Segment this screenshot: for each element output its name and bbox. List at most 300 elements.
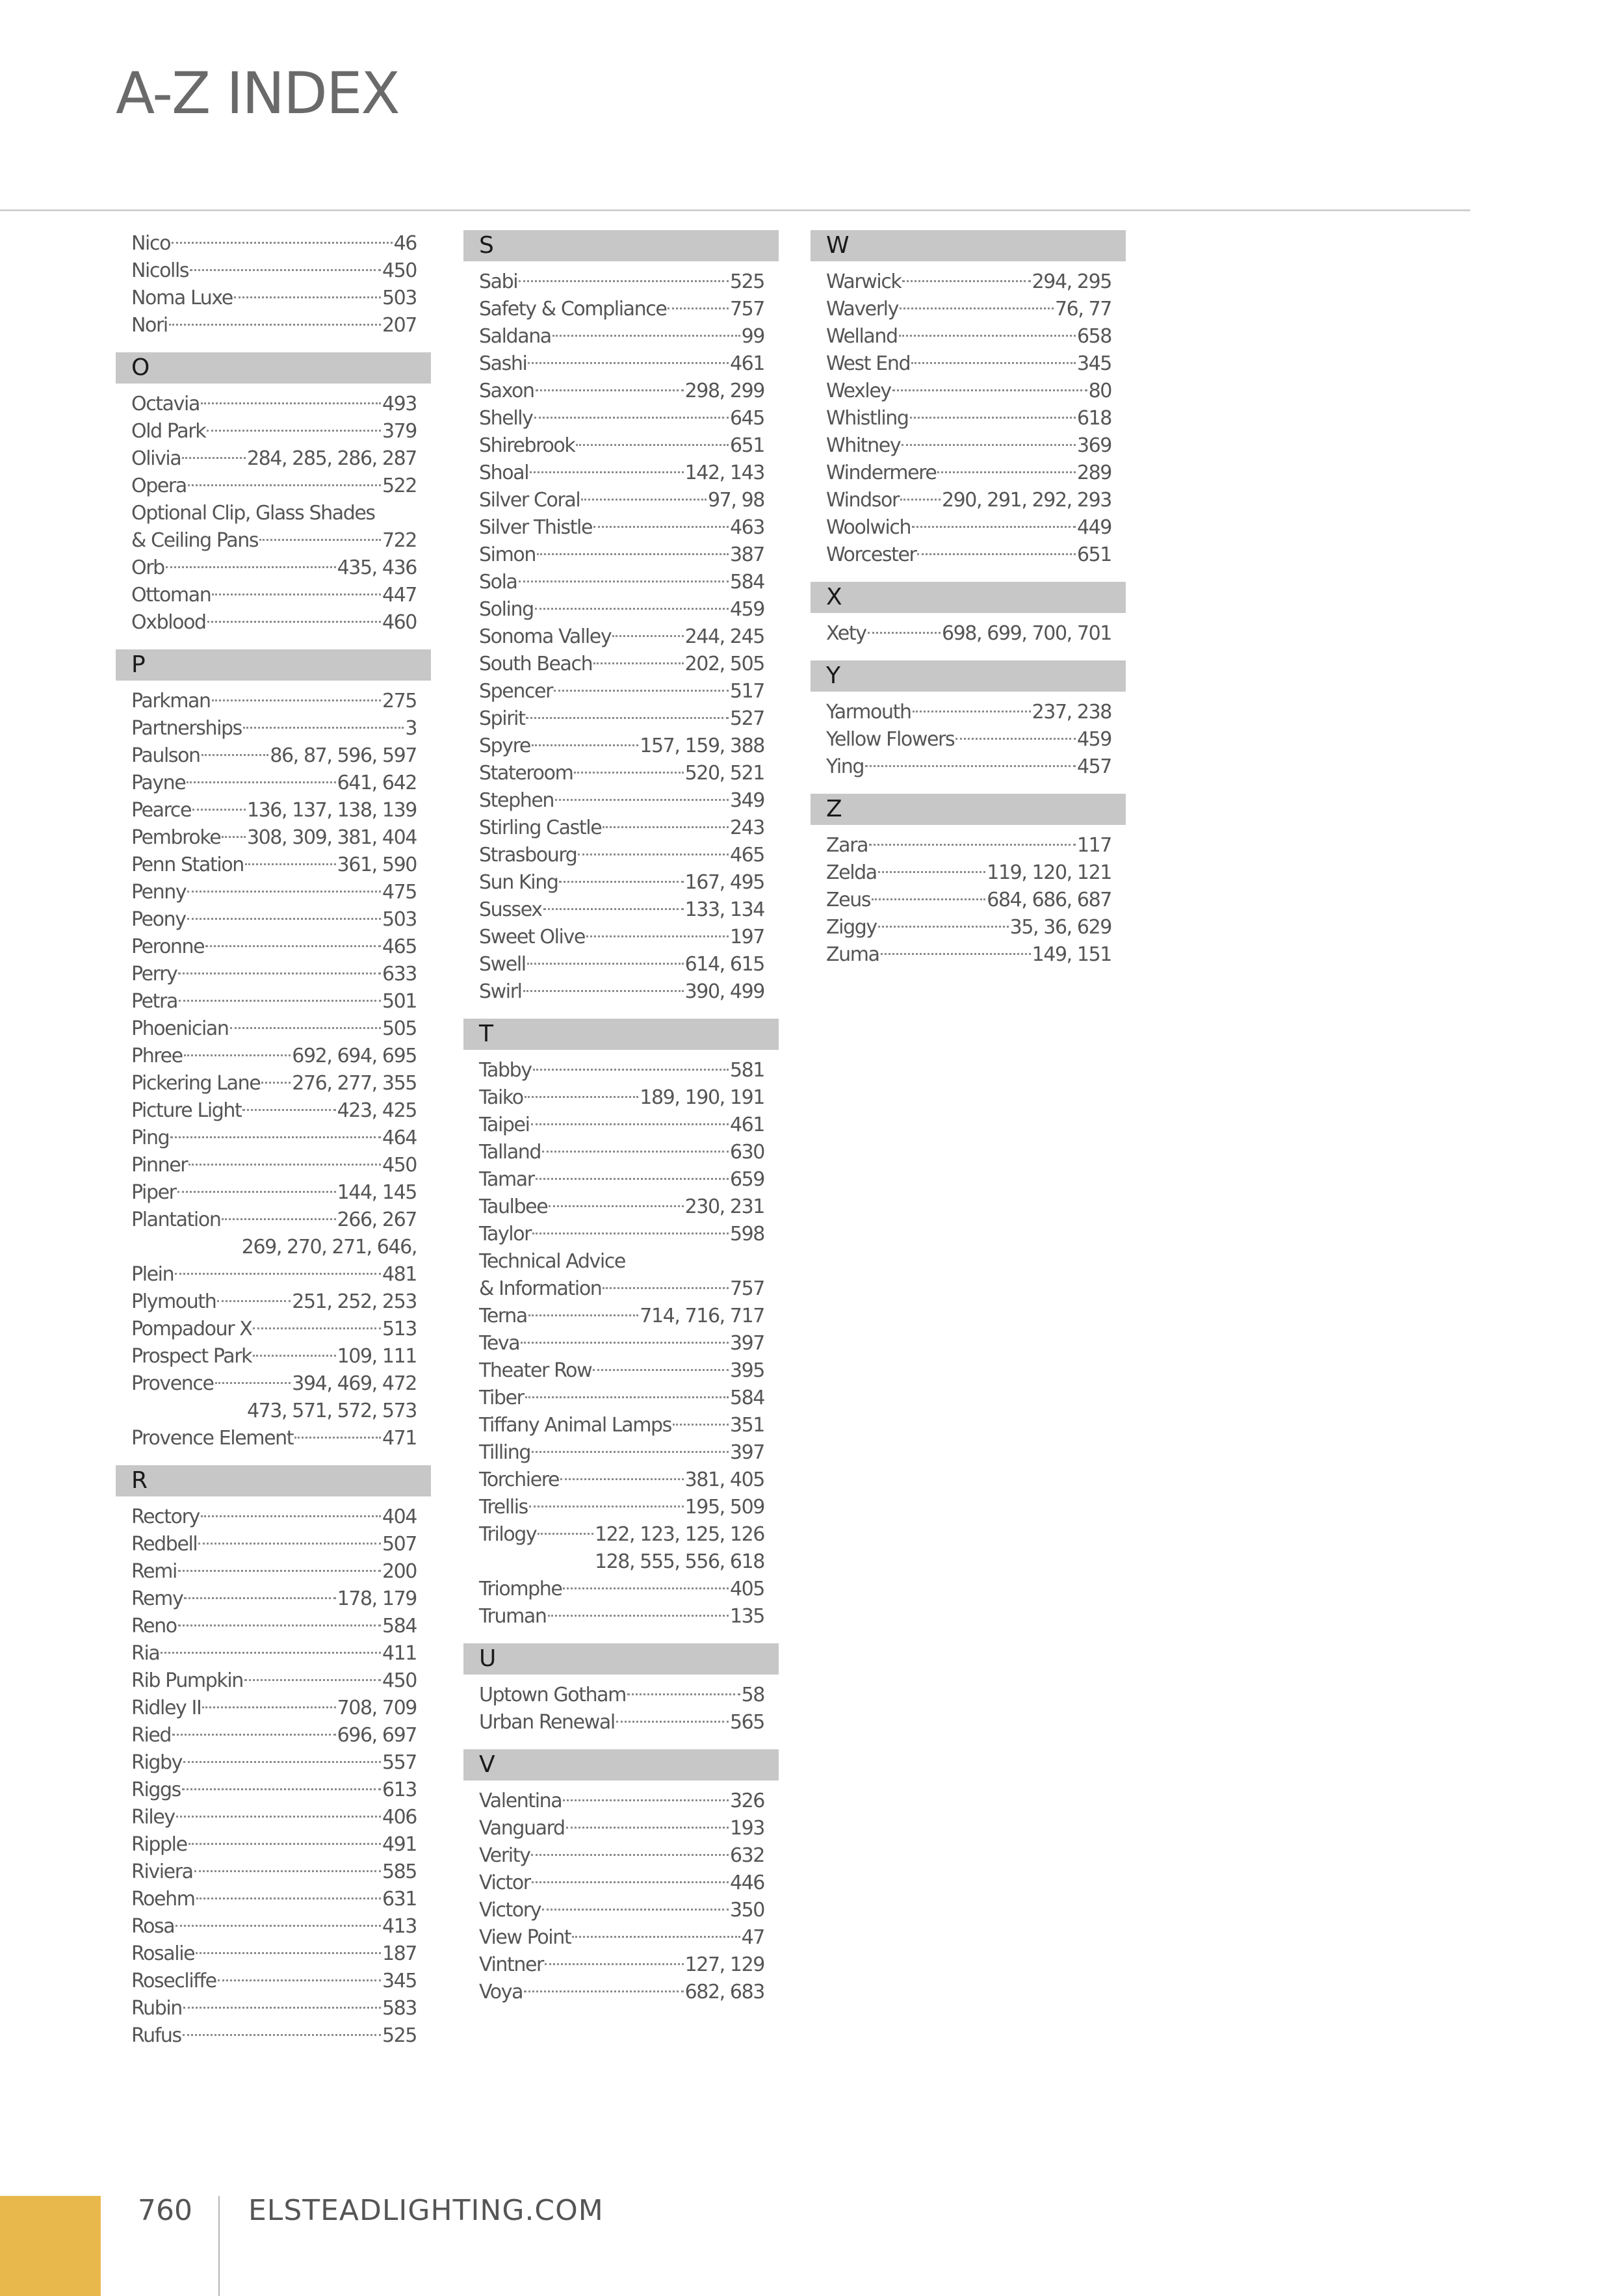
- entry-pages: 289: [1076, 462, 1111, 484]
- dot-leader: [878, 926, 1009, 928]
- entry-pages: 119, 120, 121: [987, 861, 1111, 884]
- index-entry: [826, 378, 1111, 405]
- dot-leader: [881, 953, 1031, 955]
- dot-leader: [528, 362, 729, 364]
- entry-pages: 584: [382, 1615, 417, 1637]
- entry-name: Rubin: [131, 1997, 182, 2020]
- index-entry: [479, 1467, 764, 1494]
- entry-name: Nicolls: [131, 259, 189, 282]
- entry-pages: 99: [741, 325, 764, 348]
- entry-name: Ripple: [131, 1833, 187, 1856]
- entry-list: [811, 832, 1111, 969]
- index-entry: [479, 487, 764, 514]
- dot-leader: [188, 1164, 381, 1166]
- entry-pages: 97, 98: [707, 489, 764, 512]
- entry-pages: 464: [382, 1127, 417, 1149]
- entry-name: Payne: [131, 772, 186, 794]
- dot-leader: [865, 765, 1076, 767]
- index-entry: [131, 1343, 417, 1370]
- entry-name: Victor: [479, 1872, 530, 1894]
- index-entry: [131, 1152, 417, 1179]
- index-section: [116, 1465, 431, 2050]
- entry-pages: 76, 77: [1054, 298, 1111, 320]
- entry-name: Rigby: [131, 1751, 183, 1774]
- dot-leader: [536, 389, 684, 391]
- entry-pages: 557: [382, 1751, 417, 1774]
- entry-pages: 641, 642: [337, 772, 417, 794]
- dot-leader: [554, 690, 729, 692]
- entry-pages: 525: [382, 2024, 417, 2047]
- dot-leader: [593, 1369, 729, 1371]
- entry-name: Remi: [131, 1560, 177, 1583]
- dot-leader: [521, 1342, 729, 1344]
- dot-leader: [175, 1273, 381, 1275]
- dot-leader: [207, 621, 381, 623]
- index-entry: [479, 1166, 764, 1194]
- entry-name: Tiffany Animal Lamps: [479, 1414, 671, 1437]
- entry-name: Riley: [131, 1806, 175, 1829]
- entry-name: Vanguard: [479, 1817, 565, 1840]
- entry-name: Zuma: [826, 943, 879, 966]
- index-entry: [479, 1788, 764, 1815]
- entry-name: Trellis: [479, 1496, 528, 1519]
- dot-leader: [184, 1597, 335, 1599]
- entry-pages: 692, 694, 695: [292, 1045, 417, 1067]
- index-entry: [479, 1084, 764, 1112]
- entry-pages: 645: [729, 407, 764, 430]
- dot-leader: [201, 402, 381, 404]
- entry-name: Rosecliffe: [131, 1970, 216, 1992]
- dot-leader: [244, 1679, 381, 1681]
- entry-name: Plymouth: [131, 1290, 216, 1313]
- index-entry: [479, 1112, 764, 1139]
- entry-name: Ria: [131, 1642, 160, 1665]
- entry-name: Riviera: [131, 1860, 193, 1883]
- entry-list: [463, 1682, 764, 1736]
- entry-pages: 461: [729, 1114, 764, 1136]
- entry-pages: 522: [382, 475, 417, 497]
- dot-leader: [242, 1109, 335, 1111]
- dot-leader: [201, 1515, 381, 1517]
- entry-name: Sonoma Valley: [479, 625, 612, 648]
- entry-name: Nori: [131, 314, 168, 337]
- dot-leader: [668, 307, 729, 309]
- index-entry: [131, 1179, 417, 1207]
- entry-name: Ying: [826, 755, 864, 778]
- entry-pages: 459: [1076, 728, 1111, 751]
- entry-pages: 613: [382, 1779, 417, 1801]
- dot-leader: [902, 280, 1030, 282]
- section-letter-header: Y: [811, 660, 1126, 692]
- entry-pages: 276, 277, 355: [292, 1072, 417, 1095]
- dot-leader: [538, 1533, 593, 1535]
- index-entry: [479, 1194, 764, 1221]
- entry-name: Trilogy: [479, 1523, 537, 1546]
- entry-name: Noma Luxe: [131, 287, 233, 309]
- entry-name: Saldana: [479, 325, 551, 348]
- section-letter-header: T: [463, 1019, 779, 1050]
- entry-pages: 659: [729, 1168, 764, 1191]
- entry-pages: 684, 686, 687: [987, 889, 1111, 911]
- entry-pages: 395: [729, 1359, 764, 1382]
- entry-name: Valentina: [479, 1790, 562, 1812]
- entry-name: Windsor: [826, 489, 899, 512]
- entry-pages: 581: [729, 1059, 764, 1082]
- entry-pages: 503: [382, 287, 417, 309]
- entry-pages: 632: [729, 1844, 764, 1867]
- dot-leader: [187, 918, 381, 920]
- entry-pages: 481: [382, 1263, 417, 1286]
- index-entry: [479, 296, 764, 323]
- dot-leader: [603, 826, 729, 828]
- index-entry: [131, 527, 417, 554]
- index-entry: [131, 688, 417, 715]
- dot-leader: [917, 553, 1075, 555]
- dot-leader: [545, 1963, 684, 1965]
- entry-pages: 463: [729, 516, 764, 539]
- index-entry: [479, 596, 764, 623]
- index-entry: [479, 1330, 764, 1357]
- index-column-2: [463, 230, 779, 2006]
- index-entry: [131, 852, 417, 879]
- entry-pages: 381, 405: [684, 1468, 764, 1491]
- index-entry: [479, 924, 764, 951]
- entry-name: Saxon: [479, 380, 534, 402]
- entry-pages: 135: [729, 1605, 764, 1628]
- dot-leader: [900, 499, 941, 501]
- index-entry: [826, 726, 1111, 753]
- index-entry: [479, 623, 764, 651]
- entry-name: Spyre: [479, 735, 530, 757]
- entry-pages: 447: [382, 584, 417, 607]
- entry-pages: 413: [382, 1915, 417, 1938]
- index-entry: [479, 541, 764, 569]
- entry-pages: 404: [382, 1506, 417, 1528]
- entry-pages: 397: [729, 1332, 764, 1355]
- entry-pages-continued: 473, 571, 572, 573: [246, 1400, 417, 1422]
- entry-pages: 251, 252, 253: [292, 1290, 417, 1313]
- index-entry: [479, 787, 764, 815]
- entry-name: Sun King: [479, 871, 558, 894]
- index-entry: [131, 1585, 417, 1613]
- entry-name: Provence: [131, 1372, 214, 1395]
- dot-leader: [525, 1096, 639, 1098]
- entry-pages: 294, 295: [1032, 270, 1111, 293]
- index-entry: [826, 620, 1111, 647]
- entry-pages: 47: [741, 1926, 764, 1949]
- entry-pages: 243: [729, 816, 764, 839]
- index-entry: [131, 1015, 417, 1043]
- index-entry: [131, 285, 417, 312]
- dot-leader: [519, 280, 729, 282]
- dot-leader: [182, 457, 246, 459]
- entry-pages: 290, 291, 292, 293: [941, 489, 1111, 512]
- dot-leader: [603, 1287, 729, 1289]
- index-entry: [826, 432, 1111, 460]
- section-letter-header: O: [116, 352, 431, 384]
- dot-leader: [166, 566, 336, 568]
- entry-name: Spirit: [479, 707, 525, 730]
- dot-leader: [188, 484, 381, 486]
- index-entry: [131, 797, 417, 824]
- index-entry: [479, 350, 764, 378]
- entry-name: Sussex: [479, 898, 542, 921]
- index-entry: [131, 1070, 417, 1097]
- entry-pages: 109, 111: [337, 1345, 417, 1368]
- dot-leader: [222, 836, 246, 838]
- dot-leader: [178, 1624, 381, 1626]
- dot-leader: [190, 269, 381, 271]
- dot-leader: [563, 1799, 729, 1801]
- entry-pages: 193: [729, 1817, 764, 1840]
- index-entry: [131, 230, 417, 257]
- entry-pages: 237, 238: [1032, 701, 1111, 724]
- section-letter-header: P: [116, 649, 431, 681]
- entry-pages: 461: [729, 352, 764, 375]
- entry-name: Rosalie: [131, 1942, 195, 1965]
- index-entry: [131, 1261, 417, 1288]
- index-entry: [479, 432, 764, 460]
- entry-name: Reno: [131, 1615, 177, 1637]
- index-entry: [479, 1951, 764, 1979]
- entry-pages: 698, 699, 700, 701: [941, 622, 1111, 645]
- entry-pages: 525: [729, 270, 764, 293]
- entry-name: Rosa: [131, 1915, 175, 1938]
- index-entry: [479, 1603, 764, 1630]
- dot-leader: [892, 389, 1087, 391]
- entry-name: Woolwich: [826, 516, 911, 539]
- index-entry: [479, 514, 764, 541]
- index-entry: [479, 1842, 764, 1870]
- dot-leader: [532, 1451, 729, 1453]
- index-entry: [479, 733, 764, 760]
- dot-leader: [542, 1151, 729, 1153]
- index-entry: [479, 678, 764, 705]
- index-entry: [131, 1695, 417, 1722]
- entry-pages: 149, 151: [1032, 943, 1111, 966]
- footer-color-block: [0, 2196, 101, 2296]
- entry-name: Stephen: [479, 789, 554, 812]
- dot-leader: [176, 1816, 381, 1818]
- entry-name: Swirl: [479, 980, 522, 1003]
- dot-leader: [555, 799, 729, 801]
- entry-name: Tamar: [479, 1168, 534, 1191]
- index-entry: [826, 405, 1111, 432]
- dot-leader: [178, 1570, 381, 1572]
- entry-name: Picture Light: [131, 1099, 242, 1122]
- entry-pages: 658: [1076, 325, 1111, 348]
- index-entry: [131, 418, 417, 445]
- entry-name: Taiko: [479, 1086, 523, 1109]
- index-entry: [479, 1303, 764, 1330]
- dot-leader: [560, 1478, 684, 1480]
- dot-leader: [217, 1300, 291, 1302]
- index-entry: [131, 1722, 417, 1749]
- index-section: [463, 1019, 779, 1630]
- entry-name: Triomphe: [479, 1578, 562, 1600]
- entry-pages: 390, 499: [684, 980, 764, 1003]
- section-letter-header: U: [463, 1643, 779, 1675]
- entry-list: [811, 699, 1111, 781]
- entry-pages: 136, 137, 138, 139: [246, 799, 417, 822]
- index-entry: [131, 1886, 417, 1913]
- entry-name: Ried: [131, 1724, 172, 1747]
- entry-pages: 122, 123, 125, 126: [594, 1523, 764, 1546]
- entry-pages: 491: [382, 1833, 417, 1856]
- entry-pages: 584: [729, 1387, 764, 1409]
- dot-leader: [212, 699, 381, 701]
- section-letter-header: R: [116, 1465, 431, 1496]
- entry-pages: 144, 145: [337, 1181, 417, 1204]
- entry-name: Piper: [131, 1181, 176, 1204]
- entry-name: Orb: [131, 556, 164, 579]
- index-section: [116, 352, 431, 636]
- entry-pages: 505: [382, 1017, 417, 1040]
- dot-leader: [542, 1909, 729, 1911]
- entry-pages: 527: [729, 707, 764, 730]
- dot-leader: [184, 1054, 291, 1056]
- entry-pages: 722: [382, 529, 417, 552]
- index-entry: [479, 1439, 764, 1467]
- dot-leader: [869, 844, 1076, 846]
- entry-name: Oxblood: [131, 611, 206, 634]
- entry-pages: 584: [729, 571, 764, 594]
- dot-leader: [259, 539, 381, 541]
- dot-leader: [172, 242, 393, 244]
- dot-leader: [218, 1979, 381, 1981]
- entry-name: Paulson: [131, 744, 200, 767]
- entry-pages: 394, 469, 472: [292, 1372, 417, 1395]
- entry-pages: 631: [382, 1888, 417, 1911]
- entry-name: Taylor: [479, 1223, 532, 1246]
- dot-leader: [563, 1587, 728, 1589]
- index-section: [116, 230, 431, 339]
- entry-name: Theater Row: [479, 1359, 592, 1382]
- dot-leader: [205, 945, 381, 947]
- index-entry: [479, 378, 764, 405]
- entry-name: Warwick: [826, 270, 902, 293]
- entry-name: Remy: [131, 1587, 183, 1610]
- dot-leader: [294, 1437, 381, 1439]
- section-letter-header: S: [463, 230, 779, 261]
- entry-name: Welland: [826, 325, 898, 348]
- index-entry: [131, 1125, 417, 1152]
- entry-pages: 475: [382, 881, 417, 904]
- dot-leader: [253, 1355, 335, 1357]
- dot-leader: [537, 553, 729, 555]
- index-entry: [479, 1897, 764, 1924]
- entry-pages: 326: [729, 1790, 764, 1812]
- dot-leader: [519, 581, 729, 582]
- entry-pages: 708, 709: [337, 1697, 417, 1719]
- entry-name: Verity: [479, 1844, 530, 1867]
- entry-pages: 423, 425: [337, 1099, 417, 1122]
- entry-name: Phoenician: [131, 1017, 229, 1040]
- dot-leader: [245, 863, 336, 865]
- dot-leader: [627, 1693, 740, 1695]
- index-entry: [131, 391, 417, 418]
- entry-name: Simon: [479, 543, 536, 566]
- entry-pages: 142, 143: [684, 462, 764, 484]
- dot-leader: [261, 1082, 291, 1084]
- index-entry: [131, 500, 417, 527]
- entry-pages: 630: [729, 1141, 764, 1164]
- index-section: [811, 660, 1126, 781]
- index-entry: [479, 815, 764, 842]
- dot-leader: [530, 471, 683, 473]
- dot-leader: [169, 324, 381, 326]
- entry-pages: 195, 509: [684, 1496, 764, 1519]
- entry-name: West End: [826, 352, 911, 375]
- entry-name: Victory: [479, 1899, 541, 1922]
- entry-list: [116, 230, 417, 339]
- index-entry: [826, 296, 1111, 323]
- entry-name: Uptown Gotham: [479, 1684, 626, 1706]
- entry-name: Whitney: [826, 434, 901, 457]
- index-entry: [131, 1913, 417, 1940]
- entry-pages: 387: [729, 543, 764, 566]
- entry-name: & Information: [479, 1277, 602, 1300]
- entry-name: Nico: [131, 232, 171, 255]
- dot-leader: [531, 1123, 729, 1125]
- index-entry: [826, 832, 1111, 859]
- index-entry: [479, 1924, 764, 1951]
- entry-name: Soling: [479, 598, 534, 621]
- entry-pages: 471: [382, 1427, 417, 1450]
- entry-pages: 35, 36, 629: [1009, 916, 1111, 939]
- index-entry: [131, 1531, 417, 1558]
- dot-leader: [523, 990, 684, 992]
- index-entry: [131, 554, 417, 582]
- index-entry: [826, 487, 1111, 514]
- dot-leader: [549, 1205, 683, 1207]
- dot-leader: [578, 854, 729, 855]
- entry-name: Swell: [479, 953, 526, 976]
- entry-pages: 507: [382, 1533, 417, 1556]
- entry-name: Torchiere: [479, 1468, 560, 1491]
- entry-pages: 189, 190, 191: [640, 1086, 764, 1109]
- entry-pages: 757: [729, 298, 764, 320]
- footer-website: ELSTEADLIGHTING.COM: [248, 2194, 604, 2227]
- dot-leader: [535, 608, 729, 610]
- dot-leader: [548, 1615, 729, 1617]
- index-entry: [131, 906, 417, 933]
- entry-pages: 157, 159, 388: [640, 735, 764, 757]
- entry-pages: 361, 590: [337, 854, 417, 876]
- entry-pages: 614, 615: [684, 953, 764, 976]
- entry-pages: 405: [729, 1578, 764, 1600]
- dot-leader: [183, 2007, 381, 2009]
- index-entry: [131, 933, 417, 961]
- index-entry: [131, 1613, 417, 1640]
- dot-leader: [868, 632, 941, 634]
- entry-name: Stateroom: [479, 762, 573, 785]
- section-letter-header: Z: [811, 794, 1126, 825]
- dot-leader: [222, 1218, 335, 1220]
- index-entry: [479, 1979, 764, 2006]
- index-entry: [131, 961, 417, 988]
- index-entry: [826, 699, 1111, 726]
- dot-leader: [899, 335, 1076, 337]
- index-entry: [479, 1709, 764, 1736]
- dot-leader: [196, 1898, 381, 1899]
- dot-leader: [243, 727, 404, 729]
- entry-name: Strasbourg: [479, 844, 577, 867]
- index-entry: [131, 257, 417, 285]
- entry-name: Optional Clip, Glass Shades: [131, 502, 375, 525]
- index-entry: [131, 770, 417, 797]
- footer-page-number: 760: [138, 2194, 192, 2227]
